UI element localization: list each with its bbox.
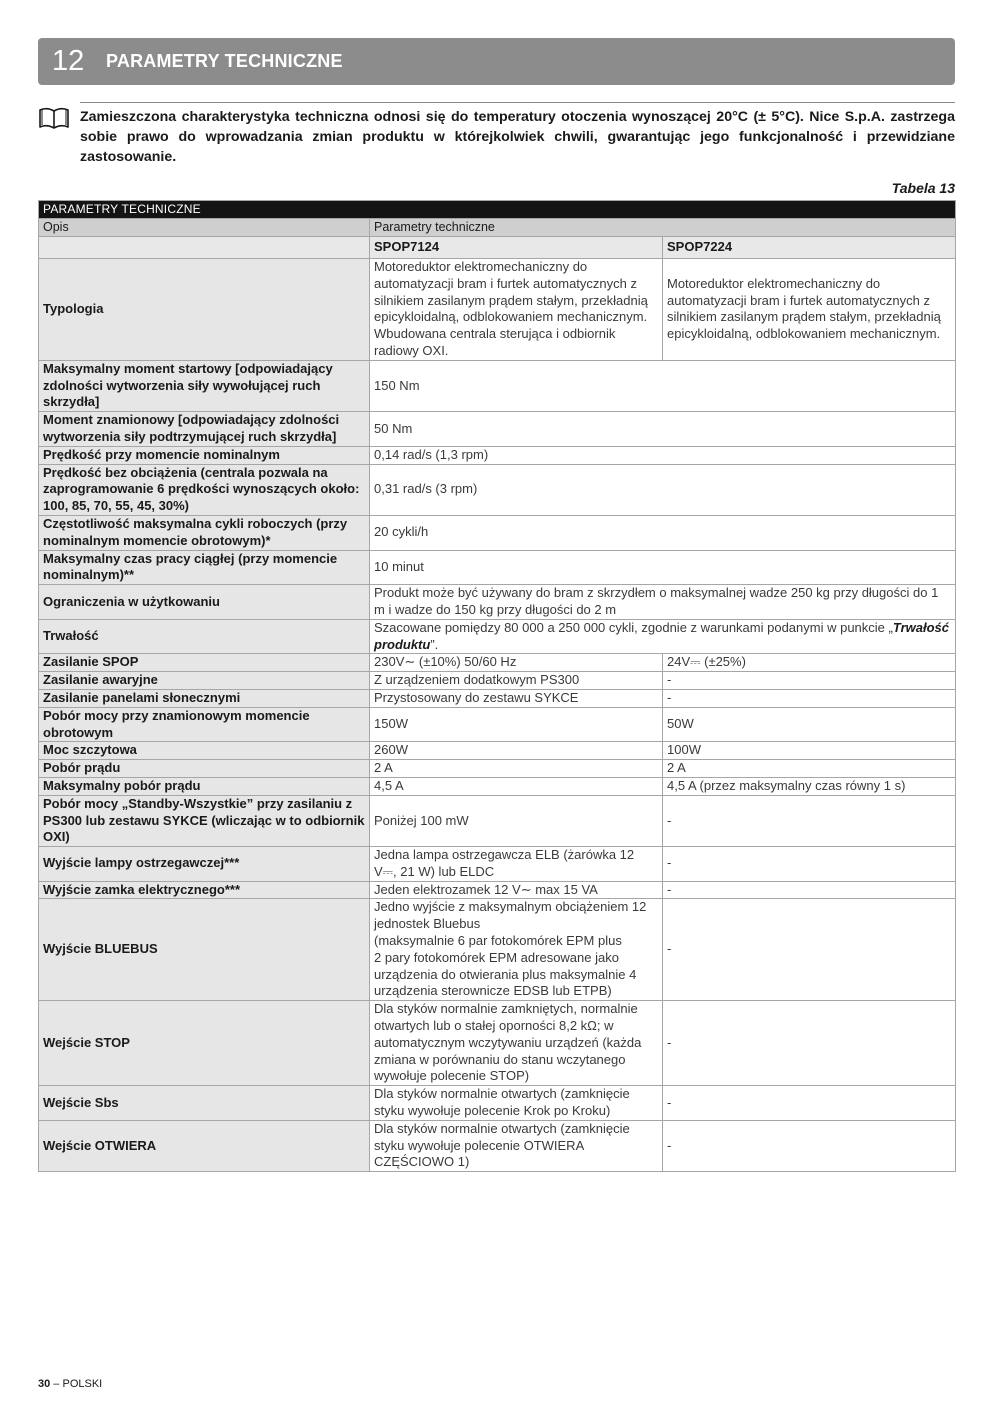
row-value-model-1: 150W xyxy=(370,707,663,742)
row-label: Częstotliwość maksymalna cykli roboczych (przy nominalnym momencie obrotowym)* xyxy=(39,515,370,550)
row-value-both xyxy=(370,619,956,654)
row-value-model-1: Dla styków normalnie otwartych (zamknięcie styku wywołuje polecenie Krok po Kroku) xyxy=(370,1086,663,1121)
row-label: Prędkość przy momencie nominalnym xyxy=(39,446,370,464)
row-value-model-1: Dla styków normalnie otwartych (zamknięcie styku wywołuje polecenie OTWIERA CZĘŚCIOWO 1) xyxy=(370,1120,663,1171)
row-value-model-2: - xyxy=(663,881,956,899)
row-label: Trwałość xyxy=(39,619,370,654)
row-value-model-2: Motoreduktor elektromechaniczny do automatyzacji bram i furtek automatycznych z silnikiem zasilanym prądem stałym, przekładnią epicykloidalną, odblokowaniem mechanicznym. xyxy=(663,259,956,361)
row-value-model-1: Jeden elektrozamek 12 V∼ max 15 VA xyxy=(370,881,663,899)
table-row xyxy=(39,795,956,846)
table-body xyxy=(39,259,956,1172)
table-caption: Tabela 13 xyxy=(891,180,955,196)
row-value-model-1: Jedno wyjście z maksymalnym obciążeniem 12 jednostek Bluebus (maksymalnie 6 par fotokomórek EPM plus 2 pary fotokomórek EPM adresowane jako urządzenia do otwierania plus maksymalnie 4 urządzenia sterownicze EDSB lub ETPB) xyxy=(370,899,663,1001)
table-row xyxy=(39,259,956,361)
row-value-model-2: - xyxy=(663,672,956,690)
tech-params-table xyxy=(38,200,956,1172)
row-value-text: 150 Nm xyxy=(374,377,420,393)
row-value-both xyxy=(370,515,956,550)
row-value-model-2: 4,5 A (przez maksymalny czas równy 1 s) xyxy=(663,777,956,795)
book-icon xyxy=(38,106,70,130)
row-value-model-2: 24V⎓ (±25%) xyxy=(663,654,956,672)
row-value-model-1: Motoreduktor elektromechaniczny do automatyzacji bram i furtek automatycznych z silnikiem zasilanym prądem stałym, przekładnią epicykloidalną, odblokowaniem mechanicznym. Wbudowana centrala sterująca i odbiornik radiowy OXI. xyxy=(370,259,663,361)
row-value-model-2: - xyxy=(663,795,956,846)
footer-separator: – xyxy=(50,1378,63,1390)
row-value-model-1: 4,5 A xyxy=(370,777,663,795)
row-value-model-1: Przystosowany do zestawu SYKCE xyxy=(370,689,663,707)
row-label: Pobór mocy przy znamionowym momencie obrotowym xyxy=(39,707,370,742)
table-row xyxy=(39,515,956,550)
table-row xyxy=(39,1086,956,1121)
row-value-text: 0,14 rad/s (1,3 rpm) xyxy=(374,446,489,462)
row-value-model-1: Poniżej 100 mW xyxy=(370,795,663,846)
table-row xyxy=(39,619,956,654)
col-header-params: Parametry techniczne xyxy=(370,219,956,237)
row-value-both xyxy=(370,550,956,585)
row-label: Zasilanie panelami słonecznymi xyxy=(39,689,370,707)
row-label: Zasilanie SPOP xyxy=(39,654,370,672)
row-value-model-1: Jedna lampa ostrzegawcza ELB (żarówka 12 V⎓, 21 W) lub ELDC xyxy=(370,847,663,882)
row-value-text: 10 minut xyxy=(374,558,424,574)
table-row xyxy=(39,899,956,1001)
row-value-model-1: 230V∼ (±10%) 50/60 Hz xyxy=(370,654,663,672)
row-label: Maksymalny czas pracy ciągłej (przy momencie nominalnym)** xyxy=(39,550,370,585)
row-label: Wyjście zamka elektrycznego*** xyxy=(39,881,370,899)
table-row xyxy=(39,672,956,690)
table-row xyxy=(39,881,956,899)
row-value-text: 0,31 rad/s (3 rpm) xyxy=(374,481,478,497)
table-title: PARAMETRY TECHNICZNE xyxy=(39,201,956,219)
table-row xyxy=(39,585,956,620)
row-value-both xyxy=(370,360,956,411)
model-header-2: SPOP7224 xyxy=(663,237,956,259)
row-value-text: 50 Nm xyxy=(374,420,413,436)
table-row xyxy=(39,1001,956,1086)
row-label: Moc szczytowa xyxy=(39,742,370,760)
row-value-model-2: - xyxy=(663,847,956,882)
row-value-emphasis: Trwałość produktu xyxy=(374,619,949,652)
table-row xyxy=(39,464,956,515)
row-value-both xyxy=(370,585,956,620)
row-label: Pobór mocy „Standby-Wszystkie” przy zasilaniu z PS300 lub zestawu SYKCE (wliczając w to odbiornik OXI) xyxy=(39,795,370,846)
section-title: PARAMETRY TECHNICZNE xyxy=(106,51,343,71)
row-value-model-2: - xyxy=(663,1086,956,1121)
col-header-desc: Opis xyxy=(39,219,370,237)
table-row xyxy=(39,412,956,447)
row-value-model-2: - xyxy=(663,1001,956,1086)
table-row xyxy=(39,742,956,760)
table-row xyxy=(39,654,956,672)
row-value-model-1: 2 A xyxy=(370,760,663,778)
row-value-model-1: 260W xyxy=(370,742,663,760)
row-value-model-2: 100W xyxy=(663,742,956,760)
row-label: Maksymalny moment startowy [odpowiadający zdolności wytworzenia siły wywołującej ruch skrzydła] xyxy=(39,360,370,411)
section-header xyxy=(38,38,955,85)
row-label: Zasilanie awaryjne xyxy=(39,672,370,690)
table-row xyxy=(39,707,956,742)
row-label: Maksymalny pobór prądu xyxy=(39,777,370,795)
row-value-both xyxy=(370,446,956,464)
row-label: Pobór prądu xyxy=(39,760,370,778)
model-header-blank xyxy=(39,237,370,259)
row-label: Wyjście BLUEBUS xyxy=(39,899,370,1001)
table-row xyxy=(39,360,956,411)
row-value-model-2: - xyxy=(663,1120,956,1171)
row-value-model-2: - xyxy=(663,689,956,707)
row-value-both xyxy=(370,412,956,447)
row-value-model-2: 50W xyxy=(663,707,956,742)
table-row xyxy=(39,446,956,464)
model-header-1: SPOP7124 xyxy=(370,237,663,259)
row-value-text: 20 cykli/h xyxy=(374,524,429,540)
table-row xyxy=(39,689,956,707)
row-value-tail: ”. xyxy=(430,636,439,652)
row-label: Wejście STOP xyxy=(39,1001,370,1086)
table-row xyxy=(39,1120,956,1171)
row-value-model-1: Z urządzeniem dodatkowym PS300 xyxy=(370,672,663,690)
section-number: 12 xyxy=(52,45,85,77)
note-divider xyxy=(80,102,955,103)
row-label: Typologia xyxy=(39,259,370,361)
table-row xyxy=(39,777,956,795)
row-label: Prędkość bez obciążenia (centrala pozwala na zaprogramowanie 6 prędkości wynoszących około: 100, 85, 70, 55, 45, 30%) xyxy=(39,464,370,515)
row-value-model-2: 2 A xyxy=(663,760,956,778)
page-number: 30 xyxy=(38,1378,51,1390)
row-value-model-1: Dla styków normalnie zamkniętych, normalnie otwartych lub o stałej oporności 8,2 kΩ; w automatycznym wczytywaniu urządzeń (każda zmiana w porównaniu do stanu wczytanego wywołuje polecenie STOP) xyxy=(370,1001,663,1086)
table-row xyxy=(39,760,956,778)
row-label: Wejście OTWIERA xyxy=(39,1120,370,1171)
page-footer xyxy=(38,1378,102,1390)
table-row xyxy=(39,550,956,585)
row-label: Moment znamionowy [odpowiadający zdolności wytworzenia siły podtrzymującej ruch skrzydła] xyxy=(39,412,370,447)
note-text: Zamieszczona charakterystyka techniczna odnosi się do temperatury otoczenia wynoszącej 20°C (± 5°C). Nice S.p.A. zastrzega sobie prawo do wprowadzania zmian produktu w którejkolwiek chwili, gwarantując jego funkcjonalność i przewidziane zastosowanie. xyxy=(80,109,955,165)
row-label: Wyjście lampy ostrzegawczej*** xyxy=(39,847,370,882)
footer-language: POLSKI xyxy=(62,1378,103,1390)
row-value-text: Produkt może być używany do bram z skrzydłem o maksymalnej wadze 250 kg przy długości do 1 m i wadze do 150 kg przy długości do 2 m xyxy=(374,585,939,617)
row-value-model-2: - xyxy=(663,899,956,1001)
row-label: Wejście Sbs xyxy=(39,1086,370,1121)
table-row xyxy=(39,847,956,882)
row-value-both xyxy=(370,464,956,515)
row-label: Ograniczenia w użytkowaniu xyxy=(39,585,370,620)
row-value-text: Szacowane pomiędzy 80 000 a 250 000 cykli, zgodnie z warunkami podanymi w punkcie „ xyxy=(374,619,893,635)
